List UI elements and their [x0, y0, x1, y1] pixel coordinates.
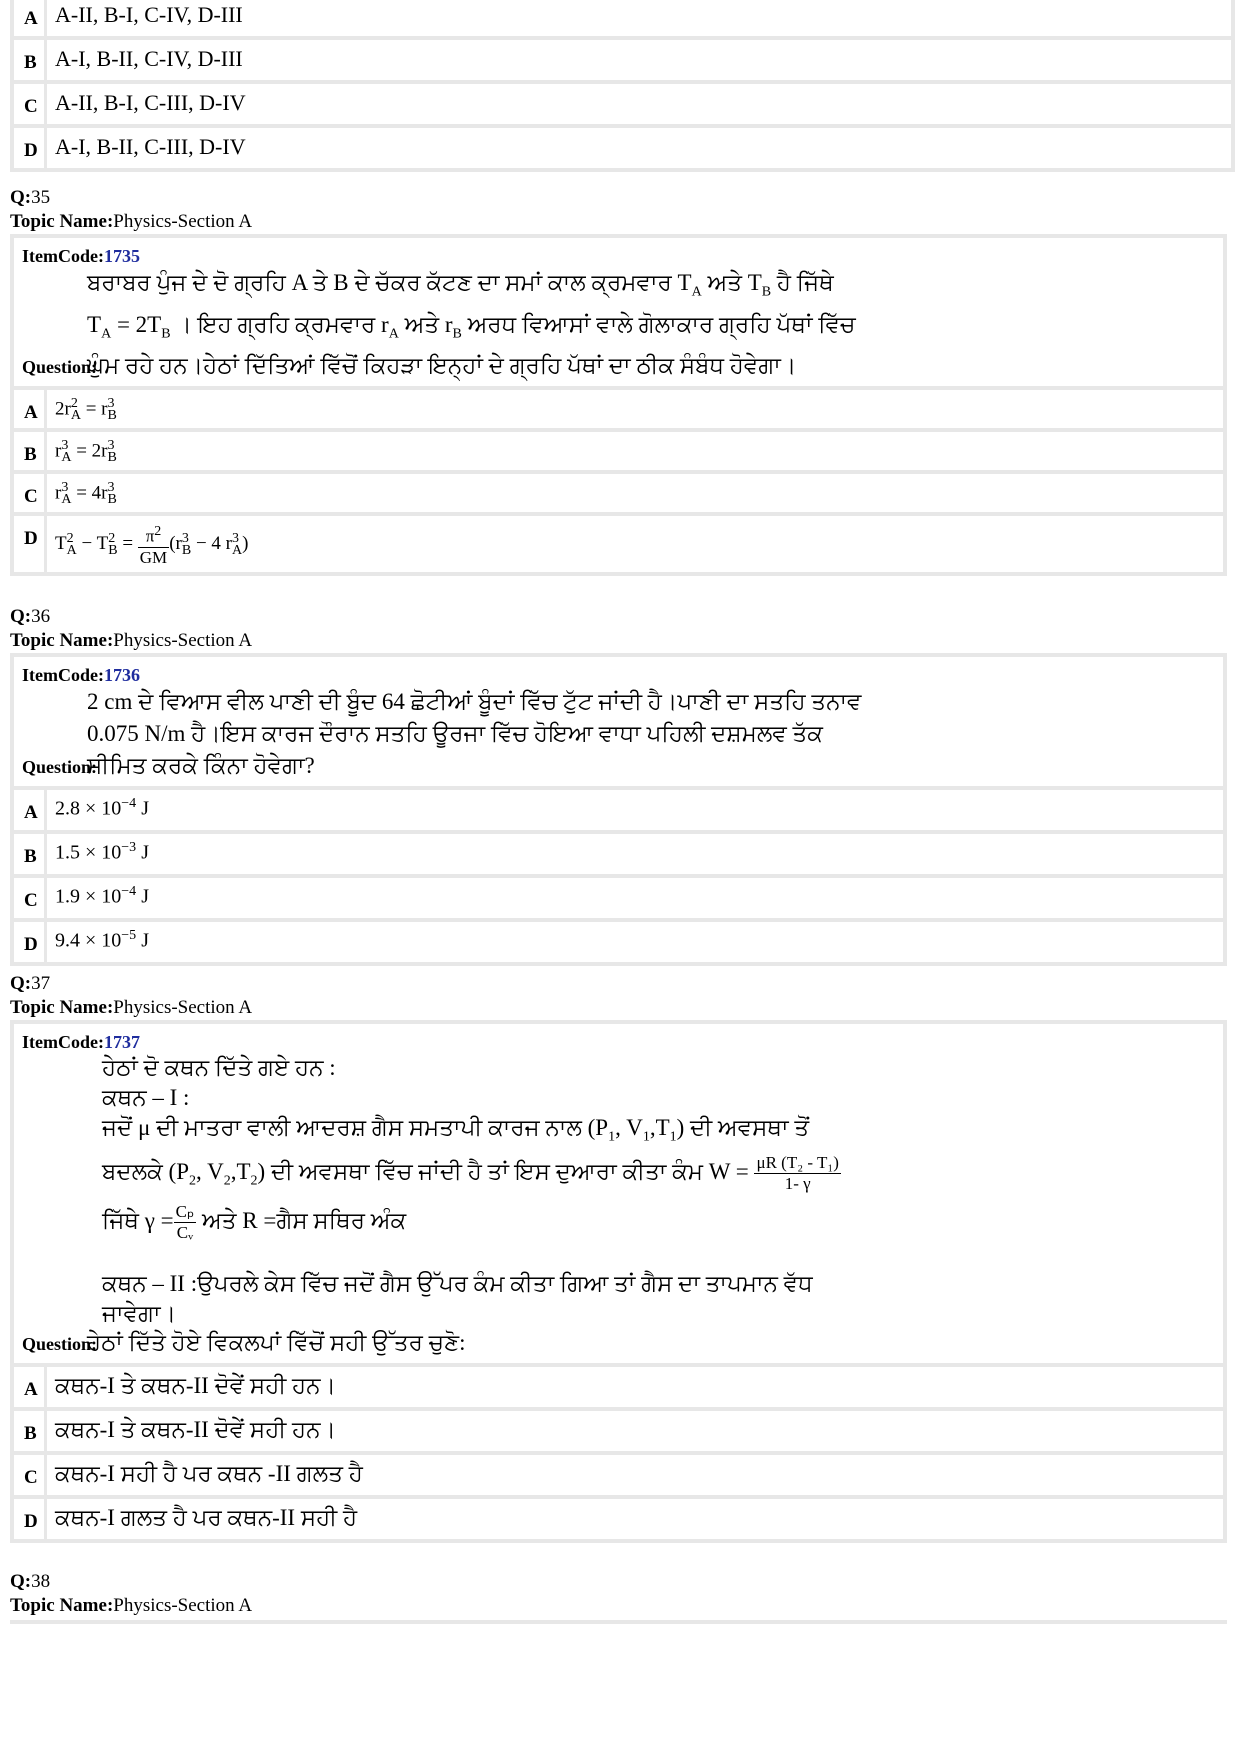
question-36	[10, 605, 1227, 966]
question-number: Q:36	[10, 606, 51, 627]
divider	[10, 1620, 1227, 1624]
gamma-formula: $\frac{\text{Cₚ}}{\text{Cᵥ}}$	[175, 1201, 195, 1242]
options-table	[10, 390, 1227, 576]
question-label: Question:	[22, 357, 98, 378]
option-row[interactable]: D $9.4 \times 10^{-5}$ J	[14, 918, 1223, 962]
options-table	[10, 790, 1227, 966]
option-letter: A	[24, 8, 38, 29]
item-code: ItemCode:1737	[22, 1032, 140, 1052]
option-row[interactable]: B $r^3_A = 2r^3_B$	[14, 428, 1223, 470]
option-row[interactable]	[14, 0, 1231, 36]
question-35	[10, 186, 1227, 576]
option-letter: B	[24, 52, 37, 73]
option-row[interactable]: B $1.5 \times 10^{-3}$ J	[14, 830, 1223, 874]
option-text: A-I, B-II, C-III, D-IV	[44, 128, 1231, 168]
item-code: ItemCode:1736	[22, 665, 140, 685]
question-box	[10, 1020, 1227, 1367]
option-row[interactable]: D $T^2_A - T^2_B$ = $\frac{\pi^2}{GM}$ ($r^3_B - 4$ $r^3_A$)	[14, 512, 1223, 572]
option-text: A-II, B-I, C-IV, D-III	[44, 0, 1231, 36]
question-box	[10, 234, 1227, 390]
question-37	[10, 972, 1227, 1543]
question-38	[10, 1570, 1227, 1624]
option-formula: $2r^2_A = r^3_B$	[44, 390, 1223, 430]
option-text: A-I, B-II, C-IV, D-III	[44, 40, 1231, 80]
question-text-tail: ਹੇਠਾਂ ਦਿੱਤੇ ਹੋਏ ਵਿਕਲਪਾਂ ਵਿੱਚੋਂ ਸਹੀ ਉੱਤਰ ਚੁਣੋ:	[87, 1329, 466, 1355]
option-row[interactable]: C ਕਥਨ-I ਸਹੀ ਹੈ ਪਰ ਕਥਨ -II ਗਲਤ ਹੈ	[14, 1451, 1223, 1495]
question-label: Question:	[22, 757, 98, 777]
topic-name: Topic Name:Physics-Section A	[10, 997, 253, 1018]
option-letter: C	[24, 96, 38, 117]
topic-name: Topic Name:Physics-Section A	[10, 1595, 253, 1616]
topic-name: Topic Name:Physics-Section A	[10, 211, 253, 232]
item-code: ItemCode:1735	[22, 246, 140, 266]
option-row[interactable]	[14, 80, 1231, 124]
option-row[interactable]	[14, 124, 1231, 168]
option-formula: $r^3_A = 2r^3_B$	[44, 432, 1223, 472]
options-table	[10, 1367, 1227, 1543]
question-label: Question:	[22, 1333, 98, 1354]
option-row[interactable]	[14, 36, 1231, 80]
question-box	[10, 653, 1227, 790]
question-number: Q:37	[10, 973, 51, 994]
option-formula: $r^3_A = 4r^3_B$	[44, 474, 1223, 514]
option-row[interactable]: A $2.8 \times 10^{-4}$ J	[14, 790, 1223, 830]
option-text: A-II, B-I, C-III, D-IV	[44, 84, 1231, 124]
option-row[interactable]: D ਕਥਨ-I ਗਲਤ ਹੈ ਪਰ ਕਥਨ-II ਸਹੀ ਹੈ	[14, 1495, 1223, 1539]
option-row[interactable]: A $2r^2_A = r^3_B$	[14, 390, 1223, 428]
option-formula: $T^2_A - T^2_B$ = $\frac{\pi^2}{GM}$ ($r^3_B - 4$ $r^3_A$)	[44, 516, 1223, 572]
question-number: Q:38	[10, 1571, 51, 1592]
option-letter: D	[24, 140, 38, 161]
question-number: Q:35	[10, 187, 51, 208]
topic-name: Topic Name:Physics-Section A	[10, 630, 253, 651]
work-formula: $\frac{\text{μR (T₂ - T₁)}}{1- \gamma}$	[756, 1152, 839, 1193]
question-text: ਬਰਾਬਰ ਪੁੰਜ ਦੇ ਦੋ ਗ੍ਰਹਿ A ਤੇ B ਦੇ ਚੱਕਰ ਕੱਟਣ ਦਾ ਸਮਾਂ ਕਾਲ ਕ੍ਰਮਵਾਰ $T_A$ ਅਤੇ $T_B$ ਹੈ ਜਿੱਥੇ $T_A = 2T_B$ । ਇਹ ਗ੍ਰਹਿ ਕ੍ਰਮਵਾਰ $r_A$ ਅਤੇ $r_B$ ਅਰਧ ਵਿਆਸਾਂ ਵਾਲੇ ਗੋਲਾਕਾਰ ਗ੍ਰਹਿ ਪੱਥਾਂ ਵਿੱਚ ਘੁੰਮ ਰਹੇ ਹਨ।ਹੇਠਾਂ ਦਿੱਤਿਆਂ ਵਿੱਚੋਂ ਕਿਹੜਾ ਇਨ੍ਹਾਂ ਦੇ ਗ੍ਰਹਿ ਪੱਥਾਂ ਦਾ ਠੀਕ ਸੰਬੰਧ ਹੋਵੇਗਾ।	[87, 270, 856, 379]
option-row[interactable]: B ਕਥਨ-I ਤੇ ਕਥਨ-II ਦੋਵੇਂ ਸਹੀ ਹਨ।	[14, 1407, 1223, 1451]
question-text: ਹੇਠਾਂ ਦੋ ਕਥਨ ਦਿੱਤੇ ਗਏ ਹਨ : ਕਥਨ – I : ਜਦੋਂ μ ਦੀ ਮਾਤਰਾ ਵਾਲੀ ਆਦਰਸ਼ ਗੈਸ ਸਮਤਾਪੀ ਕਾਰਜ ਨਾਲ ($P_1$, $V_1,T_1$) ਦੀ ਅਵਸਥਾ ਤੋਂ ਬਦਲਕੇ ($P_2$, $V_2,T_2$) ਦੀ ਅਵਸਥਾ ਵਿੱਚ ਜਾਂਦੀ ਹੈ ਤਾਂ ਇਸ ਦੁਆਰਾ ਕੀਤਾ ਕੰਮ W = $\frac{\text{μR (T₂ - T₁)}}{1- \gamma}$ ਜਿੱਥੇ γ = $\frac{\text{Cₚ}}{\text{Cᵥ}}$ ਅਤੇ R =ਗੈਸ ਸਥਿਰ ਅੰਕ ਕਥਨ – II :ਉਪਰਲੇ ਕੇਸ ਵਿੱਚ ਜਦੋਂ ਗੈਸ ਉੱਪਰ ਕੰਮ ਕੀਤਾ ਗਿਆ ਤਾਂ ਗੈਸ ਦਾ ਤਾਪਮਾਨ ਵੱਧ ਜਾਵੇਗਾ।	[102, 1055, 839, 1326]
option-row[interactable]: C $r^3_A = 4r^3_B$	[14, 470, 1223, 512]
option-row[interactable]: A ਕਥਨ-I ਤੇ ਕਥਨ-II ਦੋਵੇਂ ਸਹੀ ਹਨ।	[14, 1367, 1223, 1407]
prev-options-table	[10, 0, 1235, 172]
option-row[interactable]: C $1.9 \times 10^{-4}$ J	[14, 874, 1223, 918]
question-text: 2 cm ਦੇ ਵਿਆਸ ਵੀਲ ਪਾਣੀ ਦੀ ਬੂੰਦ 64 ਛੋਟੀਆਂ ਬੂੰਦਾਂ ਵਿੱਚ ਟੁੱਟ ਜਾਂਦੀ ਹੈ।ਪਾਣੀ ਦਾ ਸਤਹਿ ਤਨਾਵ 0.075 N/m ਹੈ।ਇਸ ਕਾਰਜ ਦੌਰਾਨ ਸਤਹਿ ਊਰਜਾ ਵਿੱਚ ਹੋਇਆ ਵਾਧਾ ਪਹਿਲੀ ਦਸ਼ਮਲਵ ਤੱਕ ਸੀਮਿਤ ਕਰਕੇ ਕਿੰਨਾ ਹੋਵੇਗਾ?	[87, 689, 862, 778]
